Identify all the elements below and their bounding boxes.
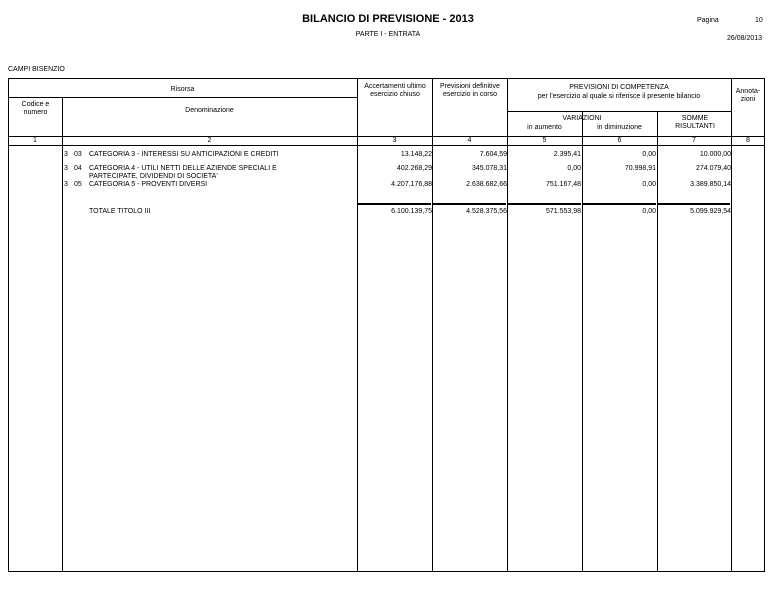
row-3-denominazione: CATEGORIA 5 - PROVENTI DIVERSI (89, 181, 208, 188)
total-rule-diminuzione (583, 203, 656, 205)
colnum-bottom-line (8, 145, 765, 146)
row-2-previsioni-definitive: 345.078,31 (471, 165, 507, 172)
header-previsioni-competenza: PREVISIONI DI COMPETENZA (569, 84, 669, 91)
row-2-in-aumento: 0,00 (567, 165, 581, 172)
col-number-1: 1 (33, 137, 37, 144)
report-date: 26/08/2013 (727, 35, 763, 42)
row-2-denominazione-line-2: PARTECIPATE, DIVIDENDI DI SOCIETA' (89, 173, 218, 180)
total-in-aumento: 571.553,98 (545, 208, 581, 215)
page-label: Pagina (697, 17, 719, 24)
header-in-aumento: in aumento (527, 124, 562, 131)
row-1-accertamenti: 13.148,22 (400, 151, 432, 158)
col-number-5: 5 (542, 137, 547, 144)
col-divider-codice (62, 97, 63, 572)
col-number-3: 3 (392, 137, 397, 144)
page-number: 10 (755, 17, 763, 24)
total-label: TOTALE TITOLO III (89, 208, 151, 215)
total-previsioni-definitive: 4.528.375,56 (466, 208, 507, 215)
row-3-in-diminuzione: 0,00 (642, 181, 656, 188)
total-accertamenti: 6.100.139,75 (391, 208, 432, 215)
header-codice: Codice e numero (21, 101, 50, 116)
header-variazioni: VARIAZIONI (562, 115, 602, 122)
col-number-4: 4 (467, 137, 472, 144)
row-2-titolo: 3 (64, 165, 68, 172)
row-2-accertamenti: 402.268,29 (396, 165, 432, 172)
row-1-titolo: 3 (64, 151, 68, 158)
header-in-diminuzione: in diminuzione (597, 124, 642, 131)
row-2-somme-risultanti: 274.079,40 (695, 165, 731, 172)
row-1-in-aumento: 2.395,41 (553, 151, 581, 158)
report-subtitle: PARTE I - ENTRATA (355, 31, 421, 38)
row-3-previsioni-definitive: 2.638.682,66 (466, 181, 507, 188)
header-risorsa: Risorsa (170, 86, 195, 93)
row-1-somme-risultanti: 10.000,00 (699, 151, 731, 158)
total-somme-risultanti: 5.099.929,54 (690, 208, 731, 215)
row-2-denominazione-line-1: CATEGORIA 4 - UTILI NETTI DELLE AZIENDE SPECIALI E (89, 165, 277, 172)
row-3-in-aumento: 751.167,48 (545, 181, 581, 188)
total-in-diminuzione: 0,00 (642, 208, 656, 215)
row-3-titolo: 3 (64, 181, 68, 188)
total-rule-aumento (508, 203, 581, 205)
header-denominazione: Denominazione (185, 107, 234, 114)
header-somme-risultanti: SOMME RISULTANTI (675, 115, 715, 130)
total-rule-somme (658, 203, 730, 205)
col-number-2: 2 (207, 137, 212, 144)
row-1-categoria: 03 (74, 151, 82, 158)
competenza-underline (507, 111, 731, 112)
col-number-8: 8 (746, 137, 750, 144)
row-3-categoria: 05 (74, 181, 82, 188)
header-accertamenti: Accertamenti ultimo esercizio chiuso (364, 83, 426, 98)
total-rule-previsioni (433, 203, 506, 205)
header-previsioni-definitive: Previsioni definitive esercizio in corso (440, 83, 500, 98)
entity-name: CAMPI BISENZIO (8, 66, 65, 73)
row-3-somme-risultanti: 3.389.850,14 (690, 181, 731, 188)
risorsa-underline (8, 97, 357, 98)
header-competenza-sub: per l'esercizio al quale si riferisce il presente bilancio (537, 93, 701, 100)
row-1-previsioni-definitive: 7.604,59 (479, 151, 507, 158)
row-1-in-diminuzione: 0,00 (642, 151, 656, 158)
total-rule-accertamenti (358, 203, 431, 205)
row-1-denominazione: CATEGORIA 3 - INTERESSI SU ANTICIPAZIONI E CREDITI (89, 151, 279, 158)
col-divider-somme (731, 78, 732, 572)
header-annotazioni: Annota- zioni (735, 88, 761, 103)
report-title: BILANCIO DI PREVISIONE - 2013 (302, 13, 474, 25)
row-3-accertamenti: 4.207.176,88 (391, 181, 432, 188)
col-number-7: 7 (692, 137, 696, 144)
row-2-categoria: 04 (74, 165, 82, 172)
col-number-6: 6 (617, 137, 622, 144)
row-2-in-diminuzione: 70.998,91 (624, 165, 656, 172)
